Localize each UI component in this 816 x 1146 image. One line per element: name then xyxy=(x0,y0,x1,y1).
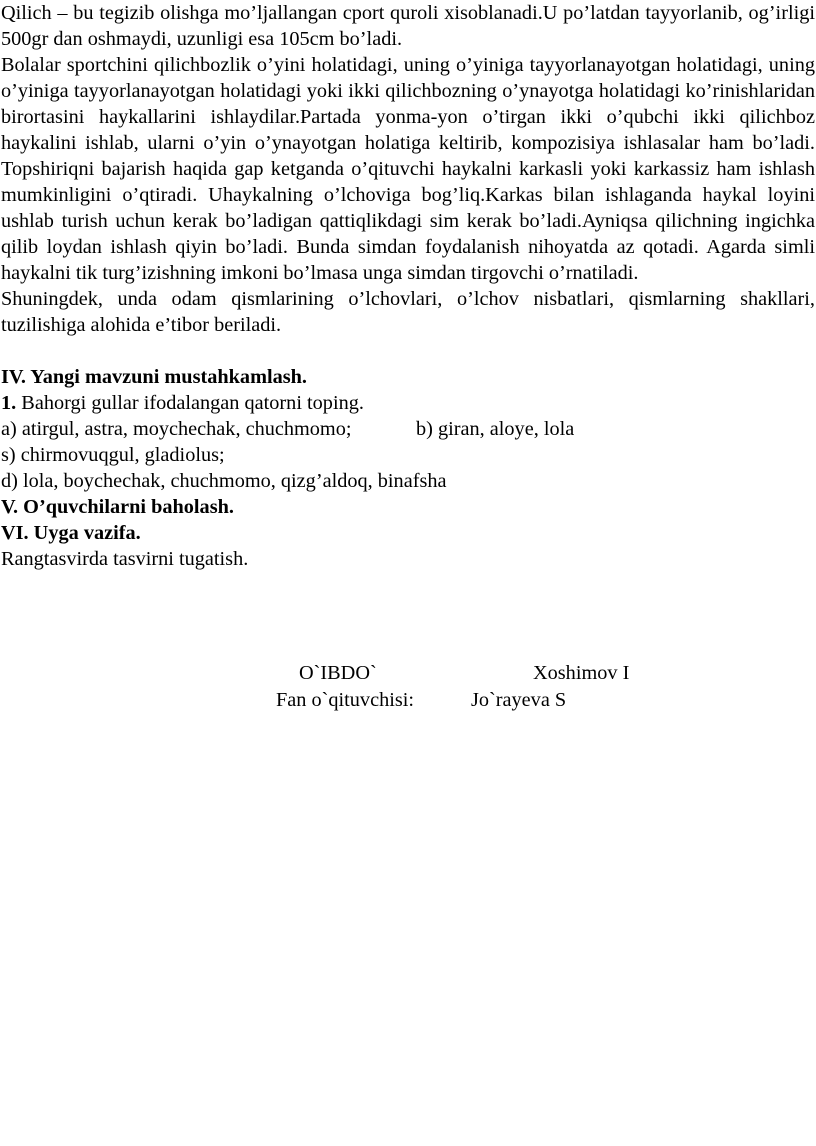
paragraph-sword-description: Qilich – bu tegizib olishga mo’ljallangan cport quroli xisoblanadi.U po’latdan tayyorlanib, og’irligi 500gr dan oshmaydi, uzunligi esa 105cm bo’ladi. xyxy=(1,2,815,50)
answer-option-d: d) lola, boychechak, chuchmomo, qizg’aldoq, binafsha xyxy=(1,470,447,492)
signature-row-deputy xyxy=(0,660,816,687)
signature-role-teacher: Fan o`qituvchisi: xyxy=(276,689,415,711)
document-page xyxy=(0,0,816,572)
section-homework xyxy=(0,520,816,572)
section-heading-homework: VI. Uyga vazifa. xyxy=(1,522,141,544)
section-reinforcement xyxy=(0,364,816,494)
signature-block xyxy=(0,660,816,714)
answer-option-b: b) giran, aloye, lola xyxy=(416,418,575,440)
signature-role-deputy: O`IBDO` xyxy=(299,662,377,684)
section-heading-reinforcement: IV. Yangi mavzuni mustahkamlash. xyxy=(1,366,307,388)
signature-row-teacher xyxy=(0,687,816,714)
answer-option-s: s) chirmovuqgul, gladiolus; xyxy=(1,444,225,466)
question-line xyxy=(1,390,816,416)
section-assessment xyxy=(0,494,816,520)
question-number: 1. xyxy=(1,392,17,414)
signature-name-teacher: Jo`rayeva S xyxy=(471,689,567,711)
paragraph-body-proportions: Shuningdek, unda odam qismlarining o’lchovlari, o’lchov nisbatlari, qismlarning shakllari, tuzilishiga alohida e’tibor beriladi. xyxy=(1,288,815,336)
signature-name-deputy: Xoshimov I xyxy=(533,662,630,684)
question-text: Bahorgi gullar ifodalangan qatorni toping. xyxy=(16,392,364,414)
paragraph-sculpture-task: Bolalar sportchini qilichbozlik o’yini holatidagi, uning o’yiniga tayyorlanayotgan holatidagi, uning o’yiniga tayyorlanayotgan holatidagi yoki ikki qilichbozning o’ynayotga holatidagi ko’rinishlaridan birortasini haykallarini ishlaydilar.Partada yonma-yon o’tirgan ikki o’qubchi ikki qilichboz haykalini ishlab, ularni o’yin o’ynayotgan holatiga keltirib, kompozisiya ishlasalar ham bo’ladi. Topshiriqni bajarish haqida gap ketganda o’qituvchi haykalni karkasli yoki karkassiz ham ishlash mumkinligini o’qtiradi. Uhaykalning o’lchoviga bog’liq.Karkas bilan ishlaganda haykal loyini ushlab turish uchun kerak bo’ladigan qattiqlikdagi sim kerak bo’ladi.Ayniqsa qilichning ingichka qilib loydan ishlash qiyin bo’ladi. Bunda simdan foydalanish nihoyatda az qotadi. Agarda simli haykalni tik turg’izishning imkoni bo’lmasa unga simdan tirgovchi o’rnatiladi. xyxy=(1,54,815,284)
option-row-ab xyxy=(1,416,816,442)
answer-option-a: a) atirgul, astra, moychechak, chuchmomo; xyxy=(1,418,352,440)
homework-task: Rangtasvirda tasvirni tugatish. xyxy=(1,548,249,570)
spacer xyxy=(0,338,816,364)
section-heading-assessment: V. O’quvchilarni baholash. xyxy=(1,496,234,518)
lesson-body-text xyxy=(0,0,816,338)
